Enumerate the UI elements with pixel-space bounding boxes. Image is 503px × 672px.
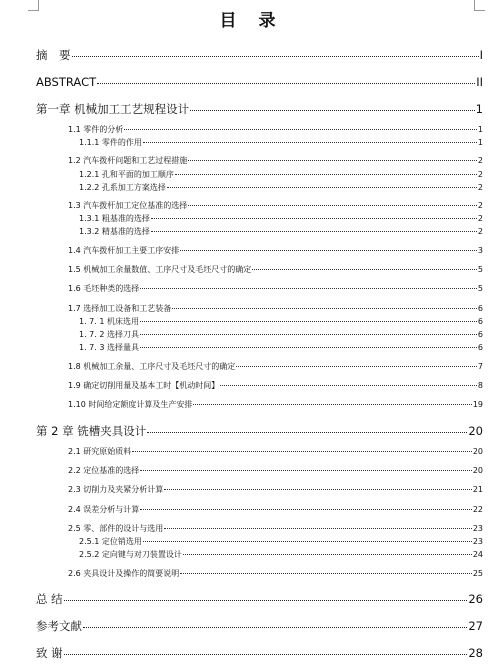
leader-dots [140,347,477,348]
toc-entry[interactable] [79,331,483,339]
toc-entry-page: 20 [468,424,483,438]
toc-entry-page: 7 [477,362,483,371]
toc-entry[interactable] [68,382,483,390]
leader-dots [140,288,477,289]
leader-dots [140,470,472,471]
toc-entry[interactable] [68,285,483,293]
toc-entry-page: 22 [472,505,483,514]
toc-entry-page: 20 [472,466,483,475]
toc-entry[interactable] [36,77,483,89]
toc-entry-label: 第一章 机械加工工艺规程设计 [36,102,190,116]
toc-entry-label: 1.9 确定切削用量及基本工时【机动时间】 [68,381,220,390]
toc-entry-label: 2.5.1 定位销选用 [79,537,142,546]
toc-entry-label: 2.3 切削力及夹紧分析计算 [68,485,164,494]
toc-entry[interactable] [68,202,483,210]
toc-entry[interactable] [68,448,483,456]
leader-dots [193,404,471,405]
toc-entry-page: 23 [472,537,483,546]
leader-dots [180,573,472,574]
toc-entry-label: 2.2 定位基准的选择 [68,466,140,475]
toc-entry-page: 27 [468,619,483,633]
leader-dots [252,269,477,270]
toc-entry-page: 26 [468,592,483,606]
toc-entry-page: 6 [477,317,483,326]
toc-entry[interactable] [68,401,483,409]
toc-entry-page: 24 [472,550,483,559]
toc-entry[interactable] [79,228,483,236]
toc-entry[interactable] [68,266,483,274]
toc-entry-page: 8 [477,381,483,390]
toc-entry-label: 1.10 时间给定额度计算及生产安排 [68,400,193,409]
toc-entry[interactable] [79,139,483,147]
toc-entry-page: II [476,75,483,89]
toc-entry[interactable] [68,157,483,165]
toc-entry-page: 28 [468,646,483,660]
toc-entry[interactable] [79,171,483,179]
toc-entry[interactable] [79,318,483,326]
toc-entry-label: 1. 7. 2 选择刀具 [79,330,139,339]
leader-dots [72,56,479,57]
toc-entry-label: 1.8 机械加工余量、工序尺寸及毛坯尺寸的确定 [68,362,236,371]
toc-entry-page: 3 [477,246,483,255]
toc-entry-label: 1.3 汽车拨杆加工定位基准的选择 [68,201,188,210]
toc-entry-page: 6 [477,330,483,339]
toc-entry[interactable] [36,426,483,438]
toc-entry-label: 1.1.1 零件的作用 [79,138,142,147]
toc-entry-label: 2.1 研究原始质料 [68,447,132,456]
toc-entry-label: 第 2 章 铣槽夹具设计 [36,424,147,438]
leader-dots [151,218,477,219]
toc-entry[interactable] [68,486,483,494]
toc-entry-label: 1.3.2 精基准的选择 [79,227,150,236]
toc-entry-page: 2 [477,183,483,192]
toc-entry-label: 1.3.1 粗基准的选择 [79,214,150,223]
toc-entry-page: 2 [477,214,483,223]
toc-entry-label: 1.2.1 孔和平面的加工顺序 [79,170,174,179]
toc-entry-label: 1.7 选择加工设备和工艺装备 [68,304,172,313]
toc-entry-page: 2 [477,201,483,210]
toc-entry[interactable] [79,551,483,559]
leader-dots [220,385,477,386]
toc-entry-label: 1.4 汽车拨杆加工主要工序安排 [68,246,180,255]
toc-entry[interactable] [68,363,483,371]
toc-entry[interactable] [68,570,483,578]
toc-entry-page: 21 [472,485,483,494]
toc-entry-label: 参考文献 [36,619,82,633]
toc-entry-label: 1.2 汽车拨杆问题和工艺过程措施 [68,156,188,165]
toc-entry[interactable] [68,525,483,533]
leader-dots [183,554,472,555]
leader-dots [143,142,477,143]
leader-dots [147,432,467,433]
leader-dots [236,366,477,367]
toc-entry-label: 总 结 [36,592,63,606]
toc-entry-page: 5 [477,284,483,293]
toc-entry-label: 2.5 零、部件的设计与选用 [68,524,164,533]
toc-entry[interactable] [68,126,483,134]
toc-entry[interactable] [36,621,483,633]
toc-entry-label: 1.2.2 孔系加工方案选择 [79,183,166,192]
toc-entry-page: 2 [477,170,483,179]
toc-entry-page: 19 [472,400,483,409]
toc-entry[interactable] [68,305,483,313]
leader-dots [167,187,477,188]
toc-entry-page: 6 [477,343,483,352]
toc-entry-label: 摘 要 [36,48,71,62]
leader-dots [151,231,477,232]
toc-entry[interactable] [79,344,483,352]
leader-dots [97,83,475,84]
leader-dots [64,654,468,655]
toc-entry[interactable] [79,215,483,223]
toc-entry-label: 致 谢 [36,646,63,660]
leader-dots [175,174,477,175]
toc-entry[interactable] [36,594,483,606]
toc-entry-label: 2.4 误差分析与计算 [68,505,140,514]
leader-dots [172,308,477,309]
toc-entry-page: 1 [475,102,483,116]
toc-entry-label: 1.1 零件的分析 [68,125,124,134]
toc-entry-page: I [479,48,483,62]
toc-entry-label: 1.6 毛坯种类的选择 [68,284,140,293]
toc-entry[interactable] [68,506,483,514]
leader-dots [143,541,472,542]
toc-entry-page: 1 [477,125,483,134]
leader-dots [124,129,477,130]
toc-entry-label: 2.6 夹具设计及操作的简要说明 [68,569,180,578]
toc-entry[interactable] [68,247,483,255]
leader-dots [164,528,472,529]
toc-entry-page: 6 [477,304,483,313]
toc-entry-label: 1. 7. 3 选择量具 [79,343,139,352]
toc-entry[interactable] [36,104,483,116]
toc-entry-page: 2 [477,227,483,236]
toc-entry[interactable] [36,648,483,660]
toc-entry-page: 23 [472,524,483,533]
toc-entry-label: 1.5 机械加工余量数值、工序尺寸及毛坯尺寸的确定 [68,265,252,274]
toc-entry-label: 1. 7. 1 机床选用 [79,317,139,326]
toc-entry-page: 25 [472,569,483,578]
leader-dots [188,205,477,206]
leader-dots [83,627,467,628]
toc-entry[interactable] [79,538,483,546]
leader-dots [140,509,472,510]
toc-entry-page: 2 [477,156,483,165]
toc-entry-label: ABSTRACT [36,75,97,89]
leader-dots [188,160,477,161]
toc-entry-label: 2.5.2 定向键与对刀装置设计 [79,550,182,559]
toc-entry[interactable] [79,184,483,192]
toc-entry-page: 5 [477,265,483,274]
leader-dots [64,600,468,601]
leader-dots [140,321,477,322]
leader-dots [140,334,477,335]
leader-dots [180,250,477,251]
toc-entry[interactable] [68,467,483,475]
toc-entry-page: 20 [472,447,483,456]
leader-dots [164,489,472,490]
toc-title: 目 录 [219,11,284,31]
toc-entry-page: 1 [477,138,483,147]
leader-dots [190,110,475,111]
leader-dots [132,451,472,452]
toc-entry[interactable] [36,50,483,62]
